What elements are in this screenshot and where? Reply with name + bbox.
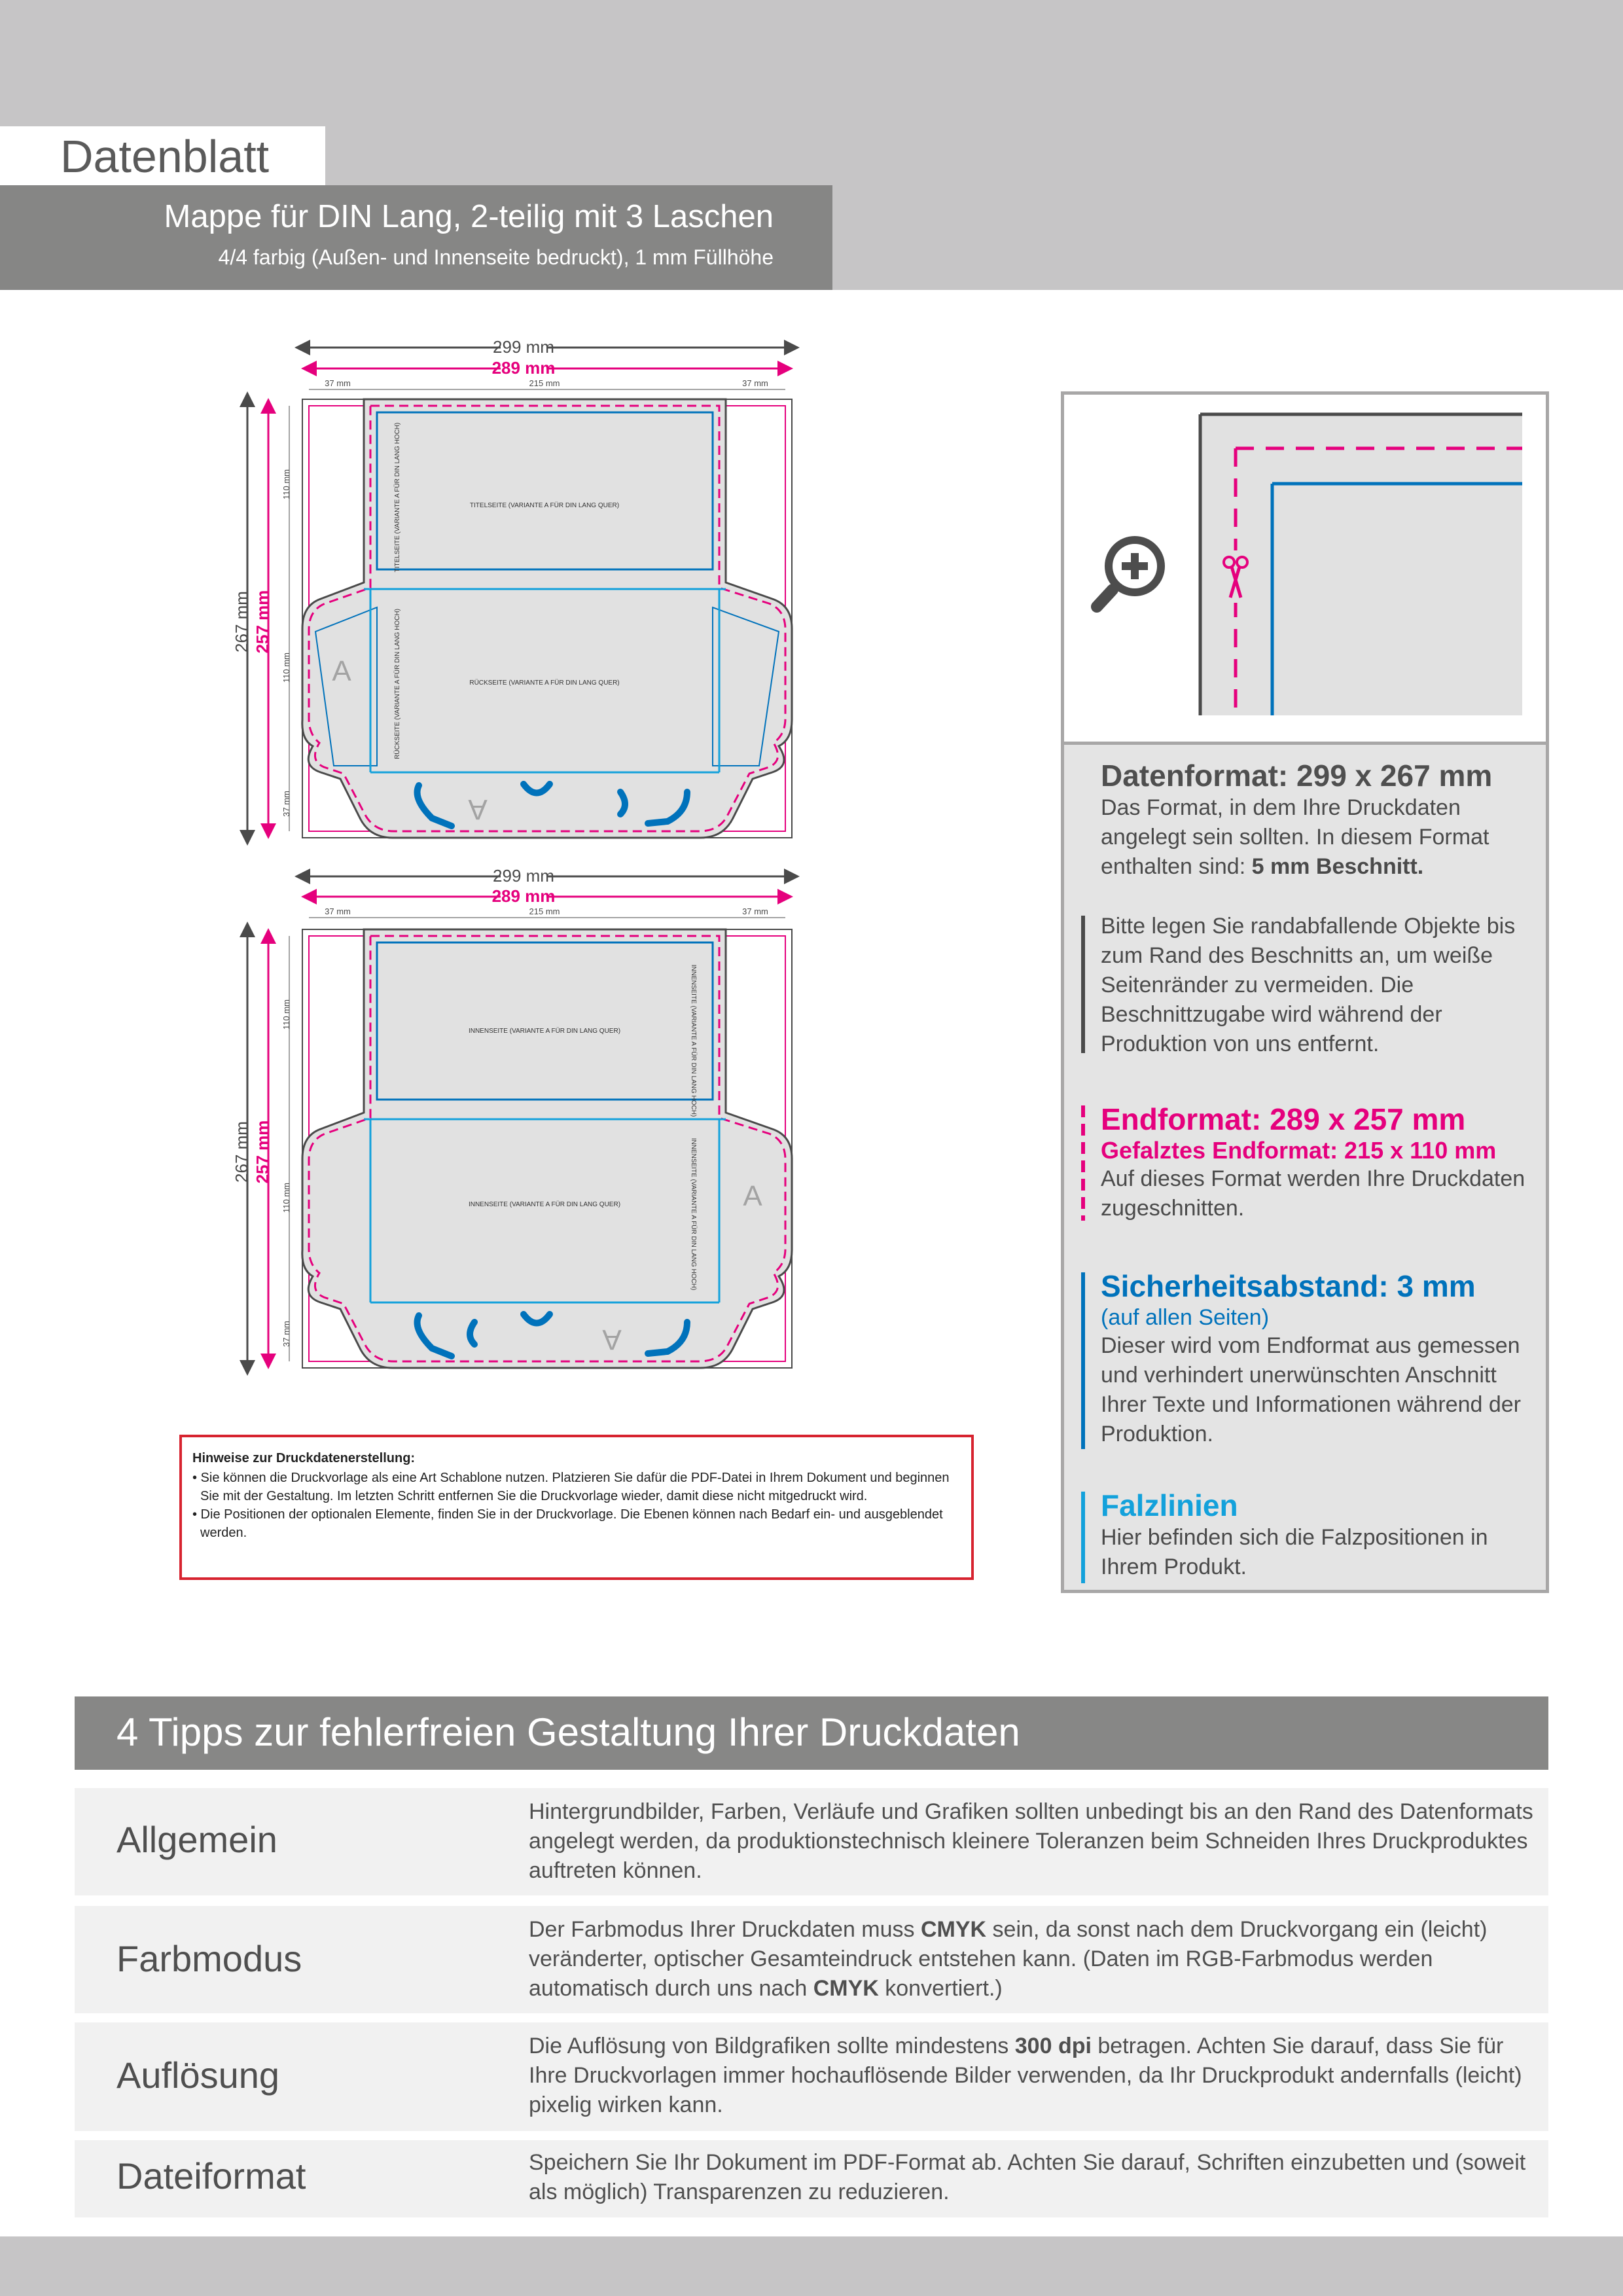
doc-label: Datenblatt — [60, 131, 270, 182]
sicherheit-text: Dieser wird vom Endformat aus gemessen und verhindert unerwünschten Anschnitt Ihrer Texte und Informationen während der Produktion. — [1101, 1333, 1521, 1446]
tip-row-dateiformat — [75, 2140, 1548, 2217]
scissors-icon — [1222, 550, 1249, 603]
endformat-text: Auf dieses Format werden Ihre Druckdaten zugeschnitten. — [1101, 1166, 1525, 1221]
diagram-outside — [232, 334, 812, 857]
diagram-inside-svg — [232, 864, 812, 1388]
endformat-subheading: Gefalztes Endformat: 215 x 110 mm — [1101, 1137, 1497, 1164]
datenformat-note: Bitte legen Sie randabfallende Objekte bis zum Rand des Beschnitts an, um weiße Seitenränder zu vermeiden. Die Beschnittzugabe wird während der Produktion von uns entfernt. — [1101, 914, 1516, 1056]
legend-endformat — [1101, 1102, 1533, 1223]
notes-title: Hinweise zur Druckdatenerstellung: — [192, 1451, 416, 1465]
tip-row-aufloesung — [75, 2022, 1548, 2131]
endformat-heading: Endformat: 289 x 257 mm — [1101, 1102, 1466, 1136]
legend-zoom-svg — [1064, 395, 1546, 742]
trim-bar — [1081, 1105, 1085, 1221]
diagram-outside-svg — [232, 334, 812, 857]
page-title: Mappe für DIN Lang, 2-teilig mit 3 Laschen — [164, 199, 774, 234]
panel-label-inside-bottom-vertical: INNENSEITE (VARIANTE A FÜR DIN LANG HOCH) — [690, 1138, 697, 1291]
tip-text-farbmodus: Der Farbmodus Ihrer Druckdaten muss CMYK sein, da sonst nach dem Druckvorgang ein (leicht) veränderter, optischer Gesamteindruck entstehen kann. (Daten im RGB-Farbmodus werden automatisch durch uns nach CMYK konvertiert.) — [529, 1917, 1488, 2001]
bleed-bar — [1081, 916, 1085, 1053]
tip-row-allgemein — [75, 1788, 1548, 1895]
tips-header — [75, 1696, 1548, 1770]
dim-final-height: 257 mm — [253, 590, 272, 654]
legend-datenformat-note — [1101, 912, 1533, 1059]
notes-item-2: • Die Positionen der optionalen Elemente, finden Sie in der Druckvorlage. Die Ebenen können nach Bedarf ein- und ausgeblendet werden. — [192, 1507, 943, 1540]
legend-panel — [1061, 391, 1549, 1593]
marker-a-left: A — [332, 655, 351, 687]
legend-sicherheit — [1101, 1268, 1533, 1449]
dim-total-height: 267 mm — [232, 591, 251, 653]
tip-name-allgemein: Allgemein — [116, 1819, 277, 1860]
dim-final-width: 289 mm — [491, 358, 556, 378]
dim-center: 215 mm — [529, 378, 560, 388]
panel-label-inside-bottom: INNENSEITE (VARIANTE A FÜR DIN LANG QUER) — [468, 1201, 621, 1208]
panel-label-back: RÜCKSEITE (VARIANTE A FÜR DIN LANG QUER) — [469, 679, 620, 687]
notes-box — [179, 1435, 974, 1580]
diagram-inside — [232, 864, 812, 1388]
panel-label-inside-top-vertical: INNENSEITE (VARIANTE A FÜR DIN LANG HOCH) — [690, 964, 697, 1117]
zoom-in-icon — [1097, 536, 1165, 607]
dim-final-height-2: 257 mm — [253, 1120, 272, 1184]
tip-name-farbmodus: Farbmodus — [116, 1938, 302, 1979]
footer-band — [0, 2236, 1623, 2296]
dim-total-width: 299 mm — [493, 337, 554, 357]
dim-bottom-flap: 37 mm — [281, 791, 291, 817]
dim-side-right: 37 mm — [742, 378, 768, 388]
datenformat-heading: Datenformat: 299 x 267 mm — [1101, 759, 1493, 793]
dim-side-left: 37 mm — [325, 378, 351, 388]
tip-row-farbmodus — [75, 1906, 1548, 2013]
fold-bar — [1081, 1492, 1085, 1583]
notes-item-1: • Sie können die Druckvorlage als eine Art Schablone nutzen. Platzieren Sie dafür die PDF-Datei in Ihrem Dokument und beginnen Sie mit der Gestaltung. Im letzten Schritt entfernen Sie die Druckvorlage wieder, damit diese nicht mitgedruckt wird. — [192, 1471, 950, 1503]
legend-zoom-area — [1064, 395, 1546, 745]
dim-middle: 110 mm — [281, 653, 291, 683]
dim-final-width-2: 289 mm — [491, 886, 556, 906]
panel-label-back-vertical: RÜCKSEITE (VARIANTE A FÜR DIN LANG HOCH) — [394, 609, 401, 759]
dim-top-flap-2: 110 mm — [281, 999, 291, 1030]
dim-total-width-2: 299 mm — [493, 866, 554, 886]
tip-text-allgemein: Hintergrundbilder, Farben, Verläufe und Grafiken sollten unbedingt bis an den Rand des Datenformats angelegt werden, da produktionstechnisch kleinere Toleranzen beim Schneiden Ihres Druckproduktes auftreten können. — [529, 1799, 1533, 1883]
tips-title: 4 Tipps zur fehlerfreien Gestaltung Ihrer Druckdaten — [116, 1710, 1020, 1754]
falzlinien-heading: Falzlinien — [1101, 1488, 1238, 1522]
falzlinien-text: Hier befinden sich die Falzpositionen in Ihrem Produkt. — [1101, 1525, 1488, 1579]
tip-text-dateiformat: Speichern Sie Ihr Dokument im PDF-Format ab. Achten Sie darauf, Schriften einzubetten und (soweit als möglich) Transparenzen zu reduzieren. — [529, 2150, 1526, 2204]
marker-a-bottom: A — [468, 793, 488, 825]
tip-name-aufloesung: Auflösung — [116, 2054, 280, 2096]
sicherheit-subheading: (auf allen Seiten) — [1101, 1305, 1270, 1330]
dim-side-left-2: 37 mm — [325, 906, 351, 916]
page-subtitle: 4/4 farbig (Außen- und Innenseite bedruckt), 1 mm Füllhöhe — [218, 245, 774, 269]
panel-label-inside-top: INNENSEITE (VARIANTE A FÜR DIN LANG QUER) — [468, 1028, 621, 1035]
tip-name-dateiformat: Dateiformat — [116, 2155, 306, 2197]
dim-bottom-flap-2: 37 mm — [281, 1321, 291, 1347]
marker-a-right: A — [743, 1180, 762, 1212]
dim-top-flap: 110 mm — [281, 469, 291, 499]
legend-falzlinien — [1101, 1488, 1533, 1582]
tip-text-aufloesung: Die Auflösung von Bildgrafiken sollte mindestens 300 dpi betragen. Achten Sie darauf, dass Sie für Ihre Druckvorlagen immer hochauflösende Bilder verwenden, da Ihr Druckprodukt andernfalls (leicht) pixelig wirken kann. — [529, 2034, 1522, 2117]
datenformat-text: Das Format, in dem Ihre Druckdaten angelegt sein sollten. In diesem Format enthalten sind: 5 mm Beschnitt. — [1101, 795, 1489, 879]
safety-bar — [1081, 1272, 1085, 1449]
panel-label-title-vertical: TITELSEITE (VARIANTE A FÜR DIN LANG HOCH) — [394, 422, 401, 573]
dim-total-height-2: 267 mm — [232, 1121, 251, 1183]
title-bar — [0, 185, 832, 290]
sicherheit-heading: Sicherheitsabstand: 3 mm — [1101, 1269, 1476, 1303]
dim-side-right-2: 37 mm — [742, 906, 768, 916]
panel-label-title: TITELSEITE (VARIANTE A FÜR DIN LANG QUER) — [469, 502, 620, 509]
dim-center-2: 215 mm — [529, 906, 560, 916]
legend-datenformat — [1101, 758, 1533, 882]
doc-label-box — [0, 126, 325, 185]
dim-middle-2: 110 mm — [281, 1183, 291, 1213]
marker-a-bottom-2: A — [602, 1323, 622, 1355]
